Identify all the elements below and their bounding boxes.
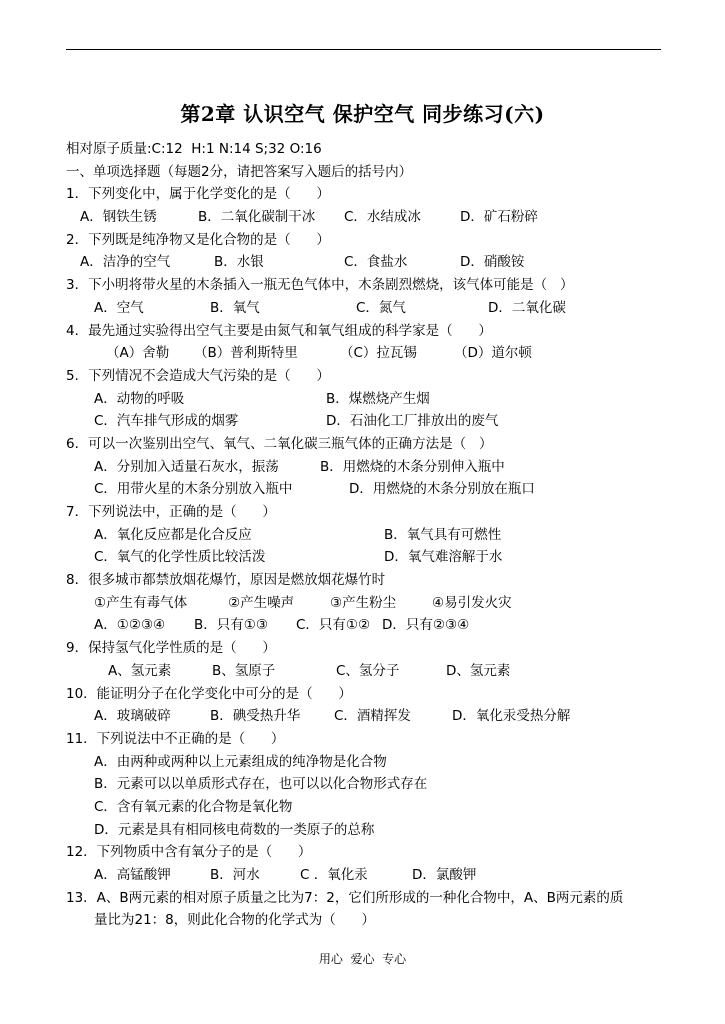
option-d: D、氢元素 [446, 662, 511, 679]
question-4-options [66, 342, 696, 365]
option-c: C．用带火星的木条分别放入瓶中 [94, 481, 293, 498]
question-12-options [66, 864, 696, 887]
option-b: B．水银 [214, 254, 264, 271]
option-d: D．用燃烧的木条分别放在瓶口 [349, 481, 535, 498]
option-b: B．只有①③ [194, 617, 268, 634]
option-a: A．空气 [94, 299, 144, 316]
option-b: B．碘受热升华 [210, 708, 301, 725]
option-b: （B）普利斯特里 [194, 345, 298, 362]
question-7-options-row2 [66, 546, 696, 569]
question-9-stem: 9．保持氢气化学性质的是（ ） [66, 640, 276, 657]
option-d: D．氯酸钾 [412, 867, 477, 883]
option-a: A．动物的呼吸 [94, 390, 185, 407]
option-c: （C）拉瓦锡 [340, 345, 417, 362]
option-b: B、氢原子 [212, 662, 276, 679]
question-11-option-b: B．元素可以以单质形式存在，也可以以化合物形式存在 [94, 776, 428, 793]
header-rule [66, 49, 661, 50]
option-c: C．食盐水 [344, 254, 408, 271]
question-8-items [66, 592, 696, 615]
question-4-stem: 4．最先通过实验得出空气主要是由氮气和氧气组成的科学家是（ ） [66, 322, 492, 339]
item-2: ②产生噪声 [228, 594, 295, 611]
worksheet-body [66, 138, 696, 932]
question-11-stem: 11．下列说法中不正确的是（ ） [66, 730, 285, 747]
question-8-options [66, 614, 696, 637]
question-5-options-row1 [66, 388, 696, 411]
option-d: D．二氧化碳 [488, 299, 566, 316]
question-5-options-row2 [66, 410, 696, 433]
option-a: （A）舍勒 [106, 345, 170, 362]
option-b: B．氧气 [210, 299, 260, 316]
question-2-options [66, 251, 696, 274]
question-6-options-row2 [66, 478, 696, 501]
option-c: C．酒精挥发 [334, 708, 411, 725]
question-9-options [66, 660, 696, 683]
option-d: D．矿石粉碎 [460, 209, 538, 226]
option-a: A．氧化反应都是化合反应 [94, 526, 252, 543]
atomic-mass-line: 相对原子质量:C:12 H:1 N:14 S;32 O:16 [66, 141, 322, 157]
option-c: C、氢分子 [336, 662, 400, 679]
question-2-stem: 2．下列既是纯净物又是化合物的是（ ） [66, 231, 330, 248]
option-c: C．汽车排气形成的烟雾 [94, 413, 239, 430]
question-3-stem: 3．下小明将带火星的木条插入一瓶无色气体中，木条剧烈燃烧，该气体可能是（ ） [66, 277, 574, 294]
question-1-stem: 1．下列变化中，属于化学变化的是（ ） [66, 186, 330, 203]
question-7-stem: 7．下列说法中，正确的是（ ） [66, 504, 276, 520]
option-a: A．分别加入适量石灰水，振荡 [94, 458, 279, 475]
item-4: ④易引发火灾 [432, 594, 512, 611]
option-b: B．河水 [210, 867, 260, 883]
option-a: A．玻璃破碎 [94, 708, 171, 725]
question-7-options-row1 [66, 524, 696, 547]
option-d: （D）道尔顿 [454, 345, 532, 362]
option-c: C．氮气 [356, 299, 406, 316]
option-a: A．洁净的空气 [80, 254, 171, 271]
option-d: D．硝酸铵 [460, 254, 525, 271]
option-a: A．高锰酸钾 [94, 867, 171, 883]
item-1: ①产生有毒气体 [94, 594, 188, 611]
question-11-option-d: D．元素是具有相同核电荷数的一类原子的总称 [94, 821, 375, 838]
question-10-stem: 10．能证明分子在化学变化中可分的是（ ） [66, 685, 352, 702]
option-b: B．氧气具有可燃性 [384, 526, 502, 543]
option-c: C．只有①② [296, 617, 371, 634]
question-13-stem-continued: 量比为21：8，则此化合物的化学式为（ ） [94, 912, 376, 929]
question-6-stem: 6．可以一次鉴别出空气、氧气、二氧化碳三瓶气体的正确方法是（ ） [66, 435, 493, 452]
item-3: ③产生粉尘 [330, 594, 397, 611]
option-c: C ．氧化汞 [300, 867, 368, 883]
option-b: B．用燃烧的木条分别伸入瓶中 [320, 458, 505, 475]
question-8-stem: 8．很多城市都禁放烟花爆竹，原因是燃放烟花爆竹时 [66, 572, 386, 589]
question-3-options [66, 297, 696, 320]
question-11-option-a: A．由两种或两种以上元素组成的纯净物是化合物 [94, 753, 387, 770]
option-d: D．氧化汞受热分解 [452, 708, 571, 725]
question-13-stem: 13．A、B两元素的相对原子质量之比为7：2，它们所形成的一种化合物中，A、B两元素的质 [66, 889, 624, 906]
option-a: A、氢元素 [108, 662, 172, 679]
option-a: A．①②③④ [94, 617, 166, 634]
option-a: A．钢铁生锈 [80, 209, 157, 226]
option-b: B．二氧化碳制干冰 [198, 209, 316, 226]
option-c: C．水结成冰 [344, 209, 421, 226]
question-1-options [66, 206, 696, 229]
question-6-options-row1 [66, 456, 696, 479]
question-5-stem: 5．下列情况不会造成大气污染的是（ ） [66, 367, 330, 384]
question-11-option-c: C．含有氧元素的化合物是氧化物 [94, 798, 293, 815]
question-10-options [66, 705, 696, 728]
section-heading: 一、单项选择题（每题2分，请把答案写入题后的括号内） [66, 163, 413, 180]
option-d: D．石油化工厂排放出的废气 [326, 413, 499, 430]
option-d: D．氧气难溶解于水 [384, 549, 503, 566]
option-d: D．只有②③④ [382, 617, 470, 634]
question-12-stem: 12．下列物质中含有氧分子的是（ ） [66, 844, 312, 861]
option-b: B．煤燃烧产生烟 [326, 390, 430, 407]
option-c: C．氧气的化学性质比较活泼 [94, 549, 266, 566]
page-title: 第2章 认识空气 保护空气 同步练习(六) [180, 102, 545, 126]
page-footer: 用心 爱心 专心 [318, 952, 407, 966]
